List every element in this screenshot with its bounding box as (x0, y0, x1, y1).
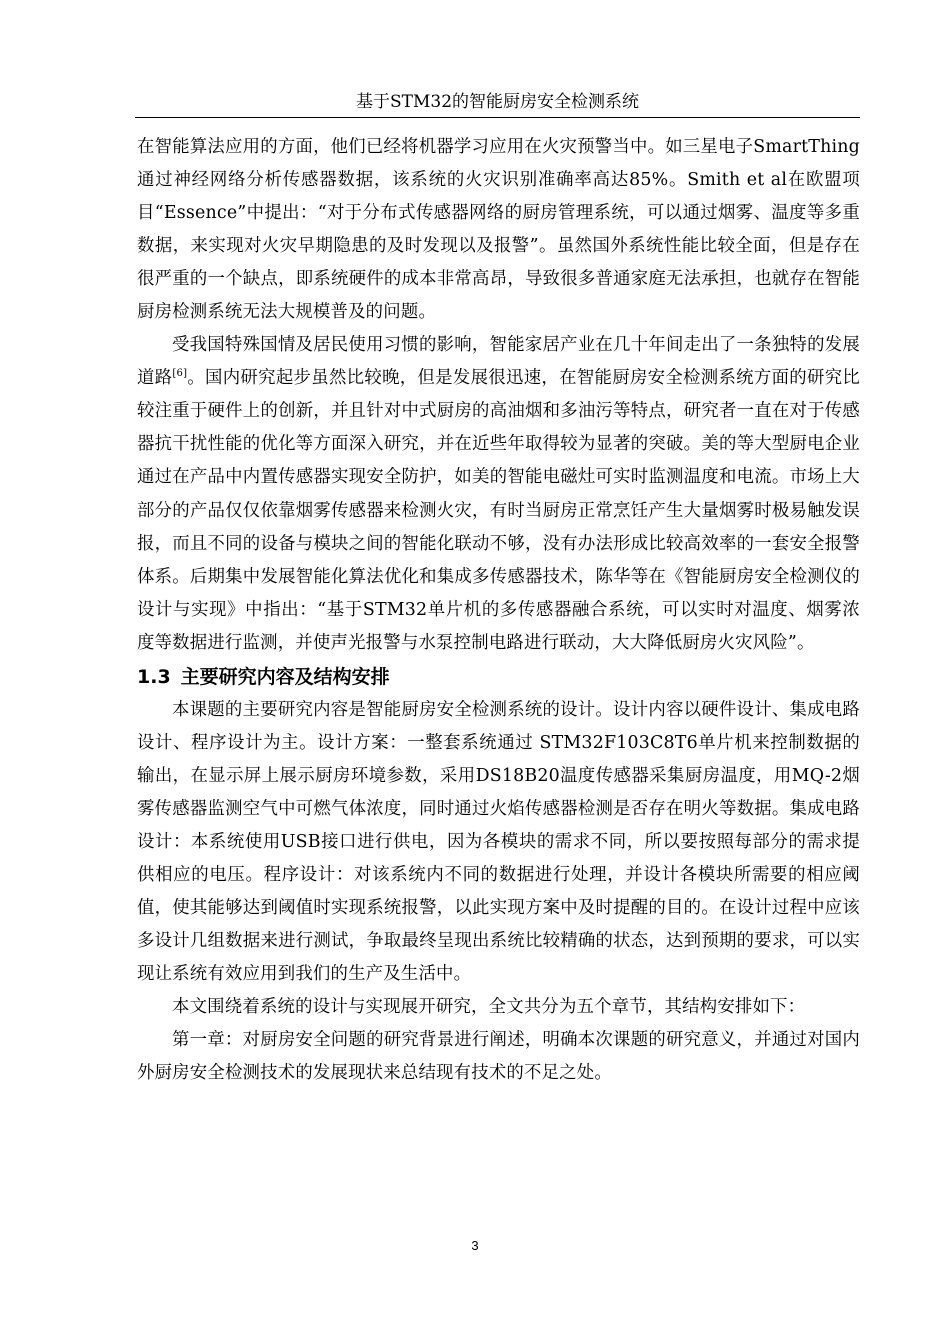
section-heading (137, 660, 860, 694)
citation-ref: [6] (172, 368, 188, 380)
page-number: 3 (471, 1238, 479, 1253)
page-header-title: 基于STM32的智能厨房安全检测系统 (355, 92, 640, 112)
paragraph-domestic-research (137, 329, 860, 659)
paragraph-domestic-text-a: 受我国特殊国情及居民使用习惯的影响，智能家居产业在几十年间走出了一条独特的发展道路 (137, 335, 860, 389)
section-title: 主要研究内容及结构安排 (180, 665, 390, 688)
header-rule (135, 117, 860, 118)
paragraph-domestic-text-b: 。国内研究起步虽然比较晚，但是发展很迅速，在智能厨房安全检测系统方面的研究比较注重于硬件上的创新，并且针对中式厨房的高油烟和多油污等特点，研究者一直在对于传感器抗干扰性能的优化等方面深入研究，并在近些年取得较为显著的突破。美的等大型厨电企业通过在产品中内置传感器实现安全防护，如美的智能电磁灶可实时监测温度和电流。市场上大部分的产品仅仅依靠烟雾传感器来检测火灾，有时当厨房正常烹饪产生大量烟雾时极易触发误报，而且不同的设备与模块之间的智能化联动不够，没有办法形成比较高效率的一套安全报警体系。后期集中发展智能化算法优化和集成多传感器技术，陈华等在《智能厨房安全检测仪的设计与实现》中指出：“基于STM32单片机的多传感器融合系统，可以实时对温度、烟雾浓度等数据进行监测，并使声光报警与水泵控制电路进行联动，大大降低厨房火灾风险”。 (137, 368, 860, 653)
document-body (137, 131, 860, 1090)
paragraph-structure-intro: 本文围绕着系统的设计与实现展开研究，全文共分为五个章节，其结构安排如下： (172, 997, 806, 1018)
paragraph-research-content: 本课题的主要研究内容是智能厨房安全检测系统的设计。设计内容以硬件设计、集成电路设计、程序设计为主。设计方案：一整套系统通过 STM32F103C8T6单片机来控制数据的输出，在显示屏上展示厨房环境参数，采用DS18B20温度传感器采集厨房温度，用MQ-2烟雾传感器监测空气中可燃气体浓度，同时通过火焰传感器检测是否存在明火等数据。集成电路设计：本系统使用USB接口进行供电，因为各模块的需求不同，所以要按照每部分的需求提供相应的电压。程序设计：对该系统内不同的数据进行处理，并设计各模块所需要的相应阈值，使其能够达到阈值时实现系统报警，以此实现方案中及时提醒的目的。在设计过程中应该多设计几组数据来进行测试，争取最终呈现出系统比较精确的状态，达到预期的要求，可以实现让系统有效应用到我们的生产及生活中。 (137, 699, 860, 985)
section-number: 1.3 (137, 665, 171, 688)
paragraph-chapter-one: 第一章：对厨房安全问题的研究背景进行阐述，明确本次课题的研究意义，并通过对国内外厨房安全检测技术的发展现状来总结现有技术的不足之处。 (137, 1030, 860, 1084)
paragraph-foreign-research: 在智能算法应用的方面，他们已经将机器学习应用在火灾预警当中。如三星电子SmartThing通过神经网络分析传感器数据，该系统的火灾识别准确率高达85%。Smith et al在欧盟项目“Essence”中提出：“对于分布式传感器网络的厨房管理系统，可以通过烟雾、温度等多重数据，来实现对火灾早期隐患的及时发现以及报警”。虽然国外系统性能比较全面，但是存在很严重的一个缺点，即系统硬件的成本非常高昂，导致很多普通家庭无法承担，也就存在智能厨房检测系统无法大规模普及的问题。 (137, 137, 860, 323)
